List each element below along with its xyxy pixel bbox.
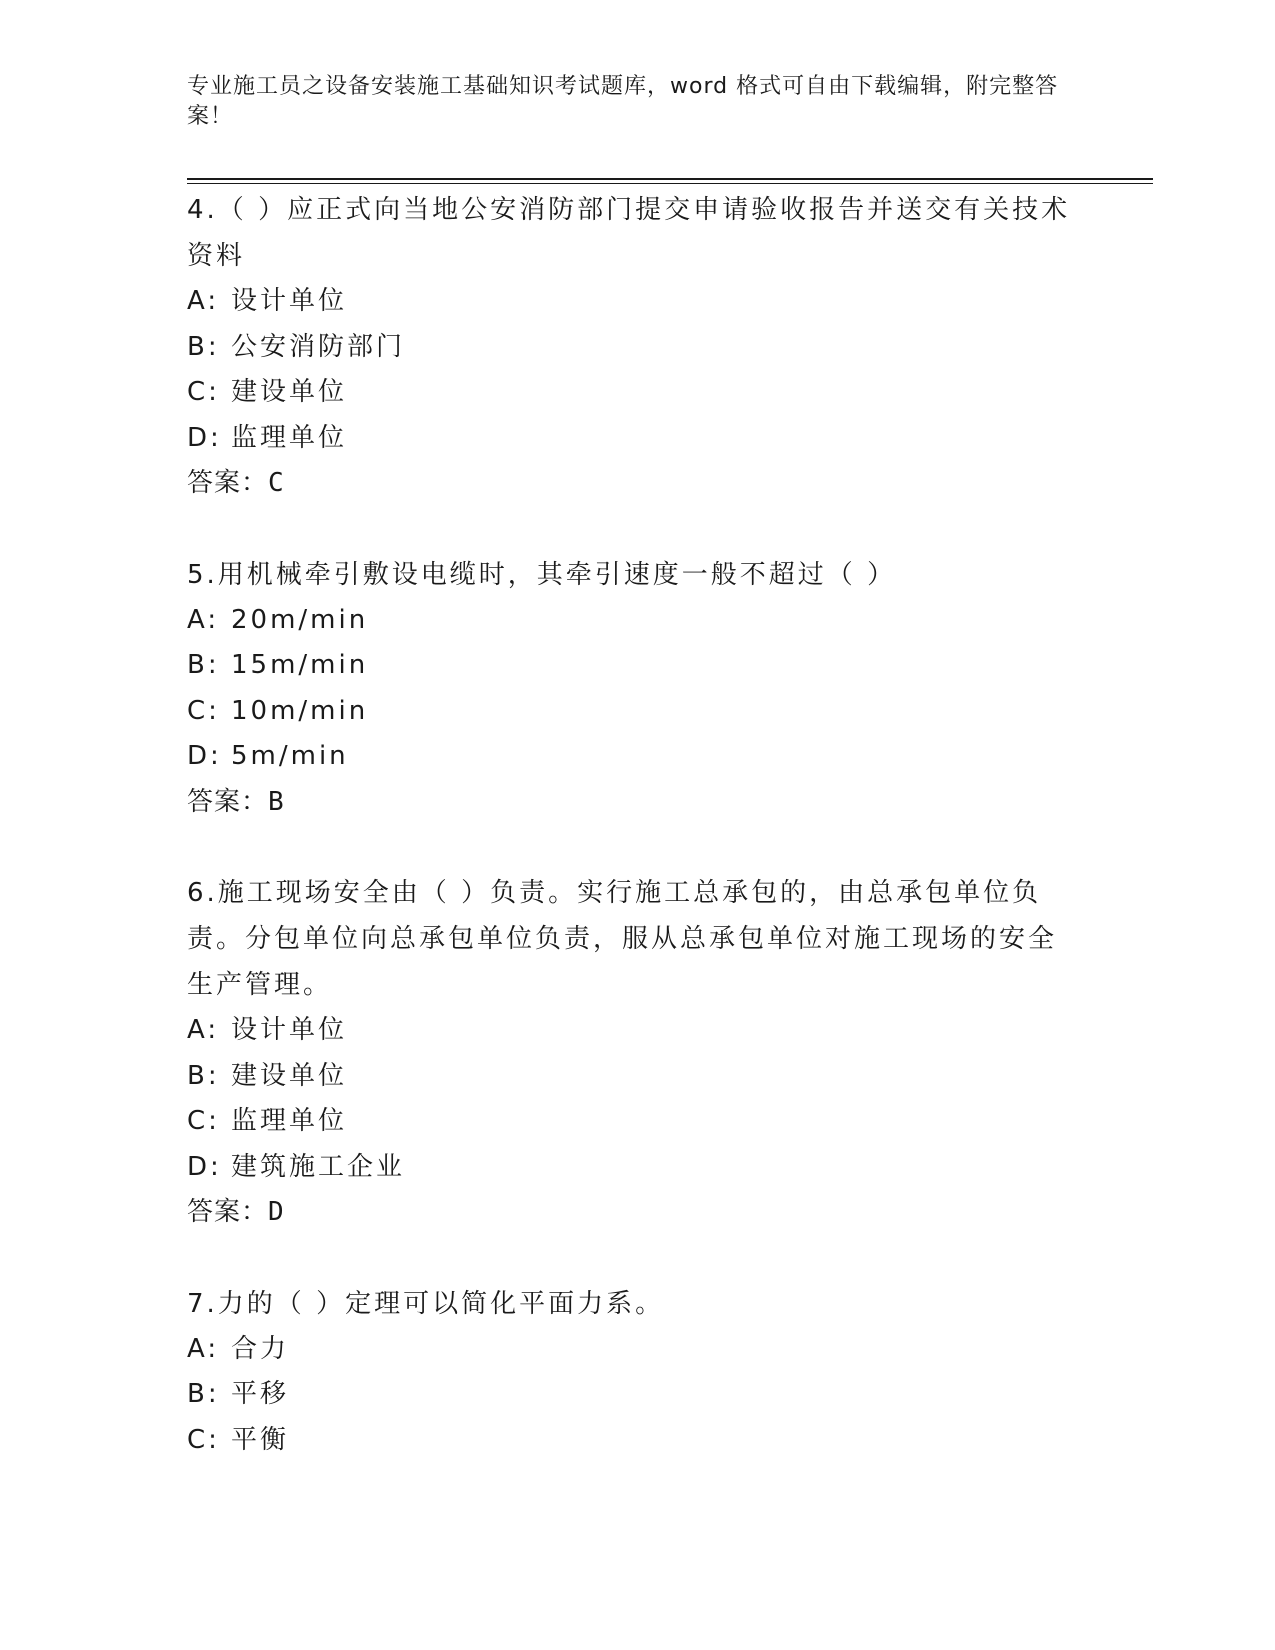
option-b bbox=[187, 1372, 1087, 1418]
option-key: D: bbox=[187, 741, 222, 771]
option-text: 平衡 bbox=[231, 1424, 290, 1455]
option-b bbox=[187, 643, 1087, 689]
option-key: A: bbox=[187, 604, 220, 635]
option-text: 10m/min bbox=[231, 695, 369, 726]
option-text: 建筑施工企业 bbox=[231, 1151, 406, 1182]
answer-line bbox=[187, 461, 1087, 507]
option-b bbox=[187, 325, 1087, 371]
option-text: 合力 bbox=[231, 1333, 290, 1364]
option-key: C: bbox=[187, 1424, 220, 1455]
question-stem: 7.力的（ ）定理可以简化平面力系。 bbox=[187, 1288, 665, 1319]
option-key: C: bbox=[187, 377, 220, 407]
option-text: 公安消防部门 bbox=[231, 331, 406, 362]
answer-value: D bbox=[268, 1197, 285, 1227]
option-text: 设计单位 bbox=[231, 286, 348, 316]
answer-label: 答案： bbox=[187, 786, 269, 817]
question-stem: 5.用机械牵引敷设电缆时，其牵引速度一般不超过（ ） bbox=[187, 559, 897, 590]
option-key: B: bbox=[187, 650, 220, 680]
option-a bbox=[187, 598, 1087, 644]
answer-value: C bbox=[268, 468, 285, 498]
option-key: B: bbox=[187, 1060, 220, 1091]
answer-line bbox=[187, 1190, 1087, 1236]
option-c bbox=[187, 370, 1087, 416]
option-key: C: bbox=[187, 695, 220, 726]
option-c bbox=[187, 689, 1087, 735]
option-text: 建设单位 bbox=[231, 1060, 348, 1091]
question-stem: 6.施工现场安全由（ ）负责。实行施工总承包的，由总承包单位负责。分包单位向总承包单位负责，服从总承包单位对施工现场的安全生产管理。 bbox=[187, 878, 1058, 1000]
option-key: A: bbox=[187, 1333, 220, 1364]
option-d bbox=[187, 416, 1087, 462]
option-a bbox=[187, 1327, 1087, 1373]
option-key: B: bbox=[187, 1379, 220, 1409]
option-c bbox=[187, 1099, 1087, 1145]
option-c bbox=[187, 1418, 1087, 1464]
option-d bbox=[187, 734, 1087, 780]
option-key: C: bbox=[187, 1106, 220, 1136]
option-text: 建设单位 bbox=[231, 377, 348, 407]
option-a bbox=[187, 279, 1087, 325]
spacer bbox=[187, 825, 1087, 870]
option-text: 15m/min bbox=[231, 650, 369, 680]
option-b bbox=[187, 1054, 1087, 1100]
option-text: 20m/min bbox=[231, 604, 369, 635]
option-text: 5m/min bbox=[231, 741, 349, 771]
answer-label: 答案： bbox=[187, 468, 269, 498]
option-text: 监理单位 bbox=[231, 1106, 348, 1136]
document-intro: 专业施工员之设备安装施工基础知识考试题库，word 格式可自由下载编辑，附完整答案！ bbox=[187, 74, 1059, 129]
header-divider-thin bbox=[187, 183, 1153, 184]
answer-label: 答案： bbox=[187, 1197, 269, 1227]
option-key: D: bbox=[187, 1151, 222, 1182]
option-a bbox=[187, 1008, 1087, 1054]
answer-value: B bbox=[268, 786, 285, 817]
answer-line bbox=[187, 780, 1087, 826]
option-text: 设计单位 bbox=[231, 1015, 348, 1045]
option-text: 平移 bbox=[231, 1379, 290, 1409]
option-key: B: bbox=[187, 331, 220, 362]
option-key: A: bbox=[187, 286, 220, 316]
option-text: 监理单位 bbox=[231, 422, 348, 453]
spacer bbox=[187, 1236, 1087, 1281]
option-key: D: bbox=[187, 422, 222, 453]
question-7 bbox=[187, 1281, 1087, 1464]
header-divider-thick bbox=[187, 178, 1153, 180]
option-key: A: bbox=[187, 1015, 220, 1045]
question-list bbox=[187, 187, 1087, 1463]
question-stem: 4.（ ）应正式向当地公安消防部门提交申请验收报告并送交有关技术资料 bbox=[187, 195, 1071, 271]
option-d bbox=[187, 1145, 1087, 1191]
question-5 bbox=[187, 552, 1087, 826]
spacer bbox=[187, 507, 1087, 552]
question-6 bbox=[187, 870, 1087, 1236]
question-4 bbox=[187, 187, 1087, 507]
